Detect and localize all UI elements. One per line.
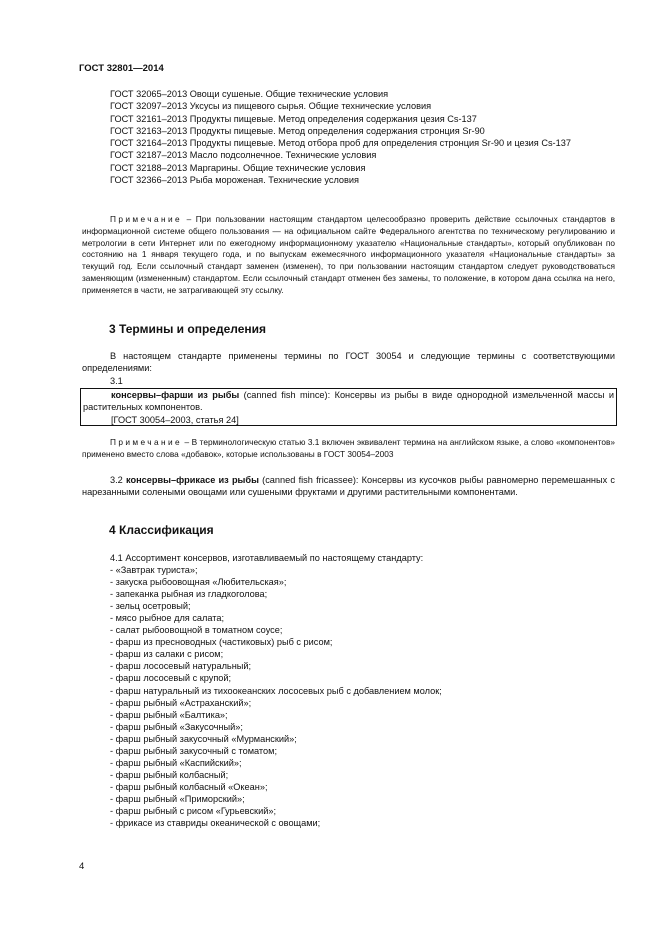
note-text: – При пользовании настоящим стандартом целесообразно проверить действие ссылочных стандартов в информационной системе общего пользования — на официальном сайте Федерального агентства по техническому регулированию и метрологии в сети Интернет или по ежегодному информационному указателю «Национальные стандарты», который опубликован по состоянию на 1 января текущего года, и по выпускам ежемесячного информационного указателя «Национальные стандарты» за текущий год. Если ссылочный стандарт заменен (изменен), то при пользовании настоящим стандартом следует руководствоваться заменяющим (измененным) стандартом. Если ссылочный стандарт отменен без замены, то положение, в котором дана ссылка на него, применяется в части, не затрагивающей эту ссылку. [82, 214, 615, 295]
term-3-1-source: [ГОСТ 30054–2003, статья 24] [111, 414, 239, 425]
reference-item: ГОСТ 32161–2013 Продукты пищевые. Метод определения содержания цезия Cs-137 [110, 113, 477, 124]
document-header: ГОСТ 32801—2014 [79, 63, 164, 74]
reference-item: ГОСТ 32163–2013 Продукты пищевые. Метод определения содержания стронция Sr-90 [110, 125, 485, 136]
list-item: - фарш рыбный с рисом «Гурьевский»; [110, 805, 276, 816]
section-3-intro-text: В настоящем стандарте применены термины по ГОСТ 30054 и следующие термины с соответствующими определениями: [82, 351, 615, 374]
term-3-1-name: консервы–фарши из рыбы [111, 390, 240, 400]
reference-item: ГОСТ 32164–2013 Продукты пищевые. Метод отбора проб для определения стронция Sr-90 и цезия Cs-137 [110, 138, 571, 149]
list-item: - закуска рыбоовощная «Любительская»; [110, 577, 287, 588]
list-item: - фарш рыбный закусочный с томатом; [110, 745, 278, 756]
list-item: - зельц осетровый; [110, 601, 191, 612]
term-3-2-number: 3.2 [110, 475, 126, 485]
list-item: - фарш рыбный закусочный «Мурманский»; [110, 733, 297, 744]
list-item: - фарш из салаки с рисом; [110, 649, 224, 660]
references-list [82, 88, 615, 186]
reference-item: ГОСТ 32065–2013 Овощи сушеные. Общие технические условия [110, 89, 389, 99]
list-item: - фарш рыбный «Закусочный»; [110, 721, 243, 732]
note-referenced-standards [82, 214, 615, 297]
list-item: - запеканка рыбная из гладкоголова; [110, 589, 268, 600]
term-3-1-box [80, 388, 617, 426]
list-item: - фрикасе из ставриды океанической с овощами; [110, 818, 321, 829]
note-text: – В терминологическую статью 3.1 включен эквивалент термина на английском языке, а слово «компонентов» применено вместо слова «добавок», которые использованы в ГОСТ 30054–2003 [82, 437, 615, 459]
list-item: - фарш из пресноводных (частиковых) рыб с рисом; [110, 637, 333, 648]
section-4-title: 4 Классификация [109, 523, 214, 537]
term-3-2 [82, 474, 615, 499]
reference-item: ГОСТ 32188–2013 Маргарины. Общие технические условия [110, 162, 366, 173]
page-number: 4 [79, 861, 85, 872]
list-item: - фарш рыбный «Приморский»; [110, 793, 245, 804]
note-label: Примечание [110, 437, 183, 447]
reference-item: ГОСТ 32097–2013 Уксусы из пищевого сырья. Общие технические условия [110, 101, 432, 112]
section-3-title: 3 Термины и определения [109, 322, 267, 336]
list-item: - «Завтрак туриста»; [110, 565, 198, 576]
list-item: - фарш лососевый натуральный; [110, 661, 252, 672]
list-item: - фарш лососевый с крупой; [110, 673, 232, 684]
list-item: - мясо рыбное для салата; [110, 613, 225, 624]
term-3-2-definition: (canned fish fricassee): Консервы из кусочков рыбы равномерно перемешанных с нарезанными солеными овощами или сушеными фруктами и другими растительными компонентами. [82, 475, 615, 498]
list-item: - фарш рыбный «Каспийский»; [110, 757, 242, 768]
reference-item: ГОСТ 32366–2013 Рыба мороженая. Технические условия [110, 175, 360, 186]
assortment-intro: 4.1 Ассортимент консервов, изготавливаемый по настоящему стандарту: [110, 553, 424, 563]
list-item: - фарш рыбный «Балтика»; [110, 709, 228, 720]
term-3-1-definition: (canned fish mince): Консервы из рыбы в виде однородной измельченной массы и растительных компонентов. [83, 390, 614, 413]
list-item: - салат рыбоовощной в томатном соусе; [110, 625, 283, 636]
section-3-intro [82, 350, 615, 387]
list-item: - фарш натуральный из тихоокеанских лососевых рыб с добавлением молок; [110, 685, 442, 696]
reference-item: ГОСТ 32187–2013 Масло подсолнечное. Технические условия [110, 150, 377, 161]
term-3-1-number: 3.1 [110, 375, 123, 386]
term-3-2-name: консервы–фрикасе из рыбы [126, 475, 259, 485]
list-item: - фарш рыбный колбасный; [110, 769, 229, 780]
assortment-list [110, 552, 615, 829]
list-item: - фарш рыбный «Астраханский»; [110, 697, 252, 708]
note-label: Примечание [110, 214, 183, 224]
list-item: - фарш рыбный колбасный «Океан»; [110, 781, 268, 792]
note-terms [82, 437, 615, 461]
